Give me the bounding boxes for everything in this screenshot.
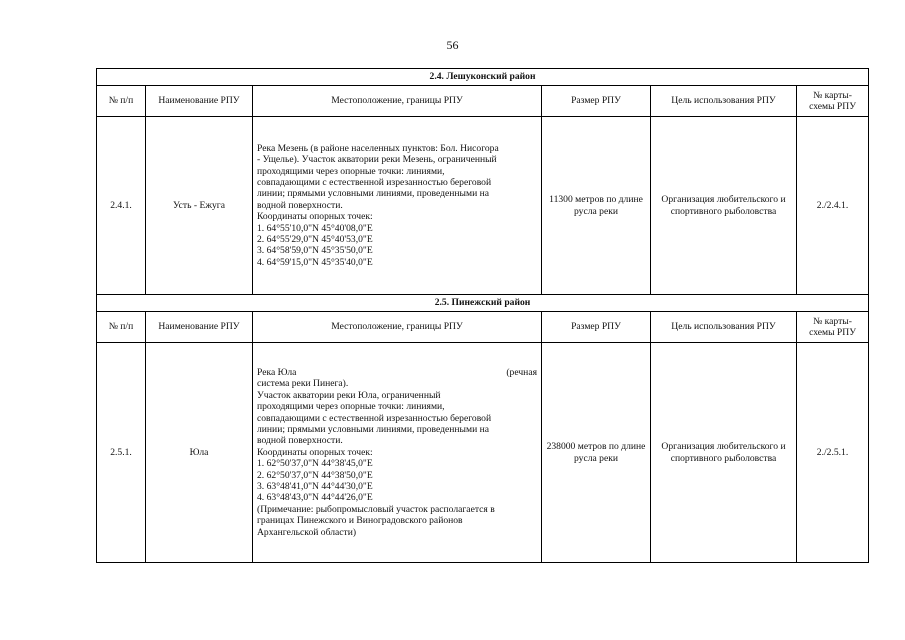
location-first-line xyxy=(257,367,537,378)
header-num: № п/п xyxy=(97,86,146,117)
location-first-left: Река Юла xyxy=(257,366,297,378)
row-location xyxy=(253,343,542,563)
row-name: Усть - Ежуга xyxy=(146,117,253,295)
coordinate-line: 4. 64°59'15,0"N 45°35'40,0"E xyxy=(257,256,373,268)
section-title-row xyxy=(97,295,869,312)
row-map: 2./2.5.1. xyxy=(797,343,869,563)
coordinate-line: 2. 64°55'29,0"N 45°40'53,0"E xyxy=(257,234,373,246)
header-purpose: Цель использования РПУ xyxy=(651,86,797,117)
coordinate-line: 4. 63°48'43,0"N 44°44'26,0"E xyxy=(257,492,373,504)
header-num: № п/п xyxy=(97,312,146,343)
coordinate-line: 3. 64°58'59,0"N 45°35'50,0"E xyxy=(257,245,373,257)
header-purpose: Цель использования РПУ xyxy=(651,312,797,343)
section-title-row xyxy=(97,69,869,86)
location-line: система реки Пинега). xyxy=(257,378,349,390)
location-line: линии; прямыми условными линиями, проведенными на xyxy=(257,423,489,435)
header-name: Наименование РПУ xyxy=(146,312,253,343)
table-header-row xyxy=(97,86,869,117)
row-size: 238000 метров по длине русла реки xyxy=(542,343,651,563)
section-title: 2.4. Лешуконский район xyxy=(97,69,869,86)
header-map: № карты-схемы РПУ xyxy=(797,86,869,117)
coordinate-line: 1. 62°50'37,0"N 44°38'45,0"E xyxy=(257,458,373,470)
location-line: совпадающими с естественной изрезанностью береговой xyxy=(257,176,492,188)
location-line: Река Мезень (в районе населенных пунктов: Бол. Нисогора xyxy=(257,142,499,154)
row-location xyxy=(253,117,542,295)
row-name: Юла xyxy=(146,343,253,563)
table-header-row xyxy=(97,312,869,343)
row-number: 2.4.1. xyxy=(97,117,146,295)
location-first-right: (речная xyxy=(506,366,537,378)
location-line: проходящими через опорные точки: линиями, xyxy=(257,401,445,413)
fishing-areas-table xyxy=(96,68,869,563)
location-line: Координаты опорных точек: xyxy=(257,211,373,223)
note-line: границах Пинежского и Виноградовского районов xyxy=(257,515,463,527)
location-line: водной поверхности. xyxy=(257,199,343,211)
location-line: Координаты опорных точек: xyxy=(257,446,373,458)
location-line: проходящими через опорные точки: линиями, xyxy=(257,165,445,177)
row-number: 2.5.1. xyxy=(97,343,146,563)
section-title: 2.5. Пинежский район xyxy=(97,295,869,312)
location-line: - Ущелье). Участок акватории реки Мезень, ограниченный xyxy=(257,154,497,166)
note-line: Архангельской области) xyxy=(257,526,357,538)
header-name: Наименование РПУ xyxy=(146,86,253,117)
row-purpose: Организация любительского и спортивного рыболовства xyxy=(651,343,797,563)
coordinate-line: 2. 62°50'37,0"N 44°38'50,0"E xyxy=(257,469,373,481)
header-map: № карты-схемы РПУ xyxy=(797,312,869,343)
table-row xyxy=(97,343,869,563)
location-line: водной поверхности. xyxy=(257,435,343,447)
header-location: Местоположение, границы РПУ xyxy=(253,86,542,117)
location-line: Участок акватории реки Юла, ограниченный xyxy=(257,389,441,401)
header-size: Размер РПУ xyxy=(542,86,651,117)
table-row xyxy=(97,117,869,295)
row-map: 2./2.4.1. xyxy=(797,117,869,295)
page-number: 56 xyxy=(446,38,459,52)
location-line: линии; прямыми условными линиями, проведенными на xyxy=(257,188,489,200)
coordinate-line: 1. 64°55'10,0"N 45°40'08,0"E xyxy=(257,222,373,234)
row-size: 11300 метров по длине русла реки xyxy=(542,117,651,295)
note-line: (Примечание: рыбопромысловый участок располагается в xyxy=(257,503,495,515)
location-line: совпадающими с естественной изрезанностью береговой xyxy=(257,412,492,424)
row-purpose: Организация любительского и спортивного рыболовства xyxy=(651,117,797,295)
header-size: Размер РПУ xyxy=(542,312,651,343)
header-location: Местоположение, границы РПУ xyxy=(253,312,542,343)
coordinate-line: 3. 63°48'41,0"N 44°44'30,0"E xyxy=(257,481,373,493)
